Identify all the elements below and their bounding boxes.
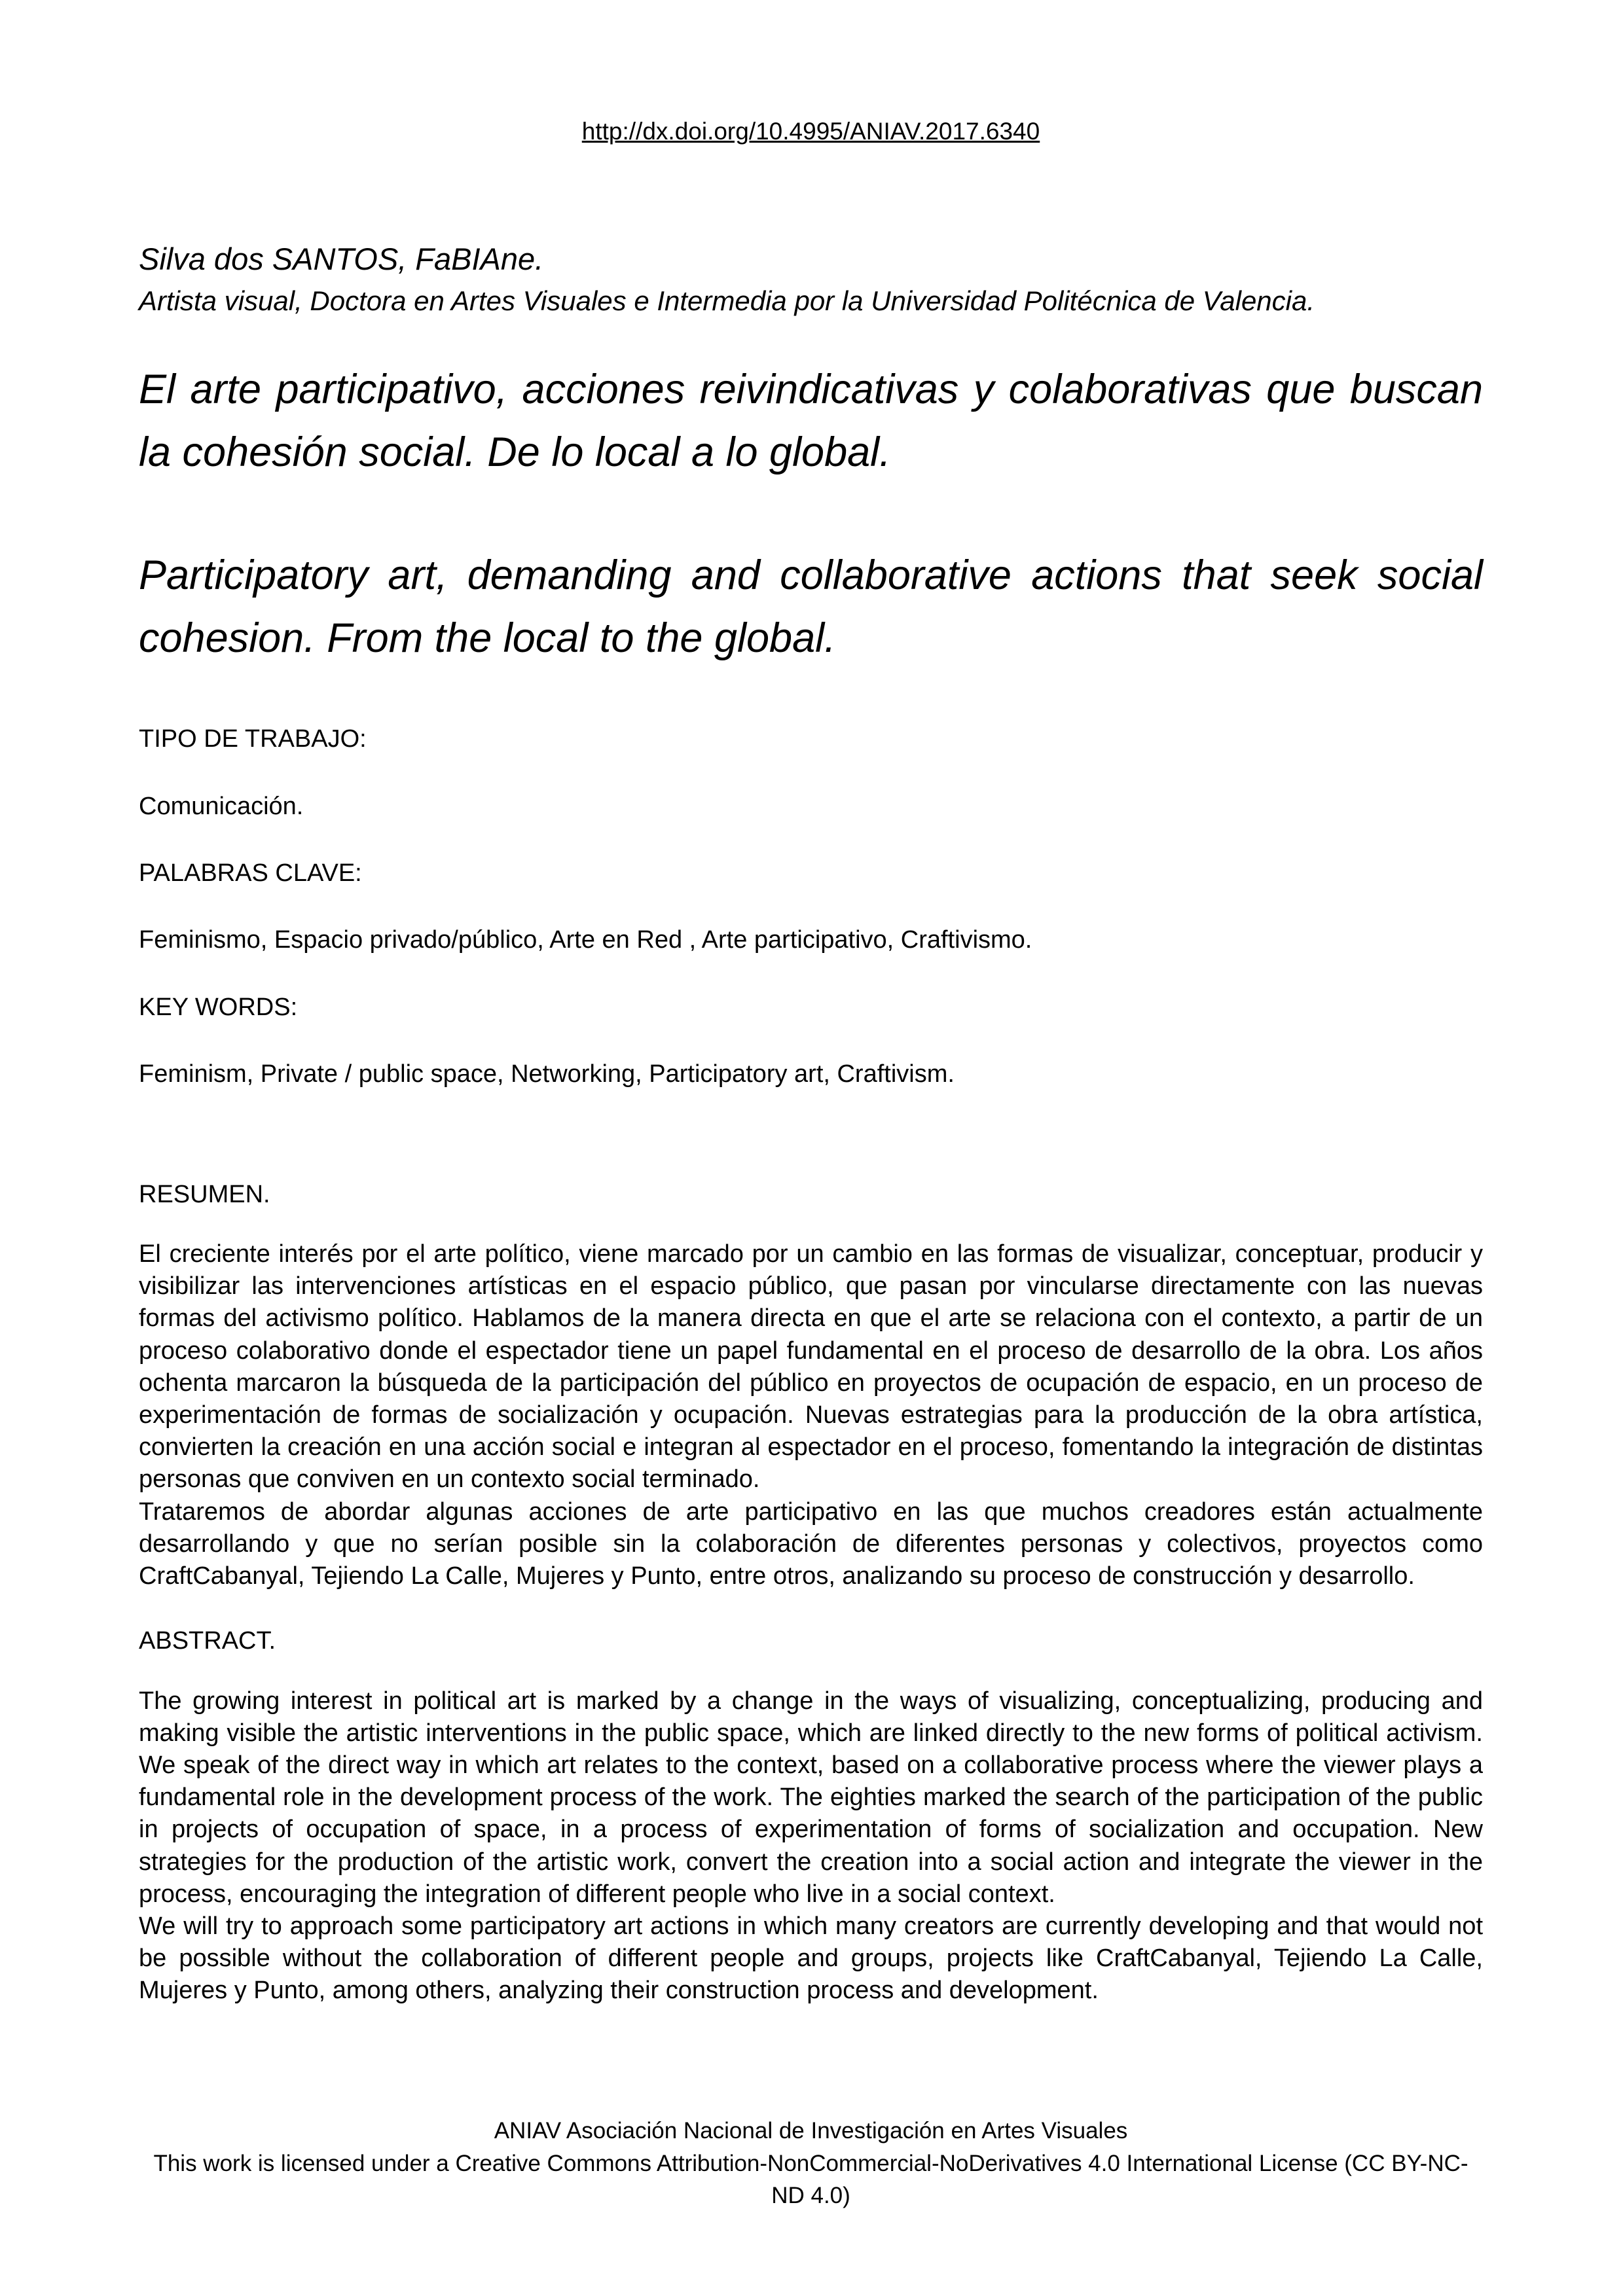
abstract-label: ABSTRACT. <box>139 1627 276 1655</box>
tipo-de-trabajo-label: TIPO DE TRABAJO: <box>139 725 367 753</box>
resumen-paragraph-1: El creciente interés por el arte político, viene marcado por un cambio en las formas de visualizar, conceptuar, producir y visibilizar las intervenciones artísticas en el espacio público, que pasan por vincularse directamente con las nuevas formas del activismo político. Hablamos de la manera directa en que el arte se relaciona con el contexto, a partir de un proceso colaborativo donde el espectador tiene un papel fundamental en el proceso de desarrollo de la obra. Los años ochenta marcaron la búsqueda de la participación del público en proyectos de ocupación de espacio, en un proceso de experimentación de formas de socialización y ocupación. Nuevas estrategias para la producción de la obra artística, convierten la creación en una acción social e integran al espectador en el proceso, fomentando la integración de distintas personas que conviven en un contexto social terminado. <box>139 1240 1483 1494</box>
footer-license-text: This work is licensed under a Creative Commons Attribution-NonCommercial-NoDerivatives 4.0 International License (CC BY-NC-ND 4.0) <box>153 2150 1468 2209</box>
resumen-label: RESUMEN. <box>139 1180 270 1208</box>
abstract-paragraph-1: The growing interest in political art is marked by a change in the ways of visualizing, conceptualizing, producing and making visible the artistic interventions in the public space, which are linked directly to the new forms of political activism. We speak of the direct way in which art relates to the context, based on a collaborative process where the viewer plays a fundamental role in the development process of the work. The eighties marked the search of the participation of the public in projects of occupation of space, in a process of experimentation of forms of socialization and occupation. New strategies for the production of the artistic work, convert the creation into a social action and integrate the viewer in the process, encouraging the integration of different people who live in a social context. <box>139 1687 1483 1908</box>
doi-link[interactable]: http://dx.doi.org/10.4995/ANIAV.2017.6340 <box>581 118 1040 145</box>
author-affiliation: Artista visual, Doctora en Artes Visuales e Intermedia por la Universidad Politécnica de Valencia. <box>139 285 1315 316</box>
page-footer <box>139 2115 1483 2212</box>
tipo-de-trabajo-value: Comunicación. <box>139 792 304 820</box>
author-name: Silva dos SANTOS, FaBIAne. <box>139 242 544 276</box>
key-words-value: Feminism, Private / public space, Networking, Participatory art, Craftivism. <box>139 1060 955 1088</box>
title-spanish: El arte participativo, acciones reivindicativas y colaborativas que buscan la cohesión social. De lo local a lo global. <box>139 367 1483 475</box>
footer-association-credit: ANIAV Asociación Nacional de Investigación en Artes Visuales <box>494 2117 1128 2144</box>
palabras-clave-value: Feminismo, Espacio privado/público, Arte en Red , Arte participativo, Craftivismo. <box>139 926 1032 954</box>
palabras-clave-label: PALABRAS CLAVE: <box>139 859 362 888</box>
abstract-paragraph-2: We will try to approach some participatory art actions in which many creators are currently developing and that would not be possible without the collaboration of different people and groups, projects like CraftCabanyal, Tejiendo La Calle, Mujeres y Punto, among others, analyzing their construction process and development. <box>139 1912 1483 2005</box>
title-english: Participatory art, demanding and collaborative actions that seek social cohesion. From the local to the global. <box>139 552 1483 661</box>
key-words-label: KEY WORDS: <box>139 993 298 1021</box>
resumen-paragraph-2: Trataremos de abordar algunas acciones de arte participativo en las que muchos creadores están actualmente desarrollando y que no serían posible sin la colaboración de diferentes personas y colectivos, proyectos como CraftCabanyal, Tejiendo La Calle, Mujeres y Punto, entre otros, analizando su proceso de construcción y desarrollo. <box>139 1498 1483 1590</box>
doi-row <box>139 118 1483 145</box>
